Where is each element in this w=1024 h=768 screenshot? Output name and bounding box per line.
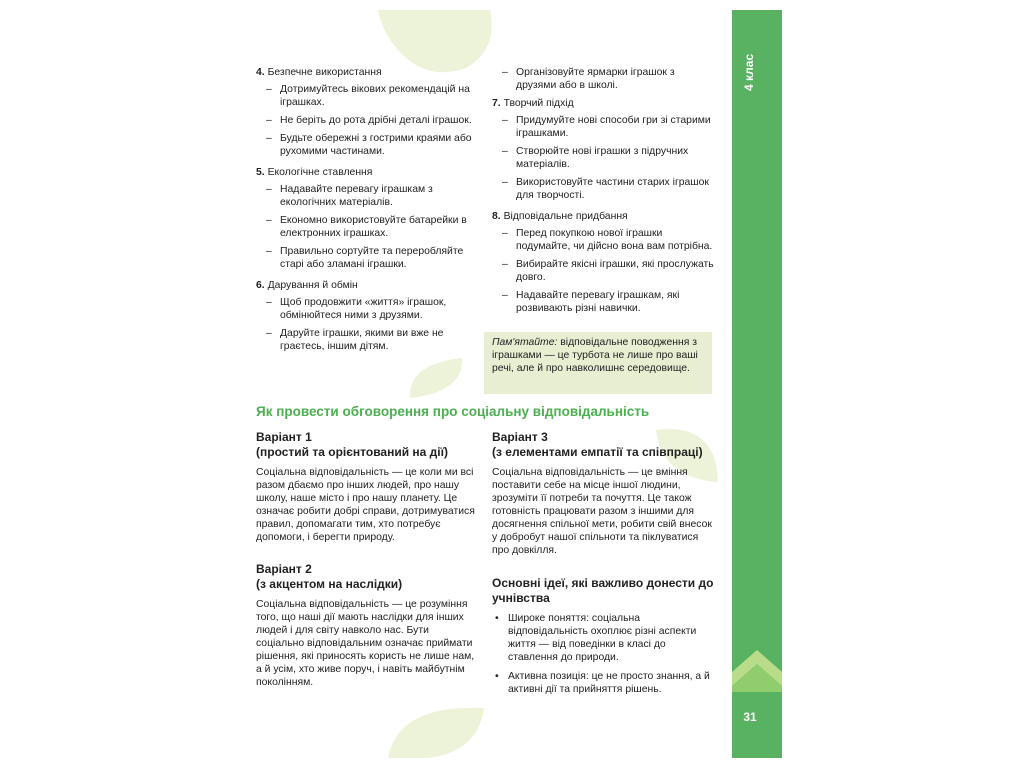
note-label: Пам'ятайте:: [492, 337, 558, 348]
list-section: [256, 166, 478, 271]
variant-1: [256, 430, 476, 544]
key-ideas-title: Основні ідеї, які важливо донести до учнівства: [492, 576, 714, 605]
note-text: відповідальне поводження з іграшками — це турбота не лише про ваші речі, але й про навколишнє середовище.: [492, 337, 698, 374]
section-title: Екологічне ставлення: [267, 167, 373, 178]
section-heading: Як провести обговорення про соціальну відповідальність: [256, 404, 650, 419]
list-item: – Організовуйте ярмарки іграшок з друзями або в школі.: [492, 66, 714, 92]
section-number: 5.: [256, 167, 265, 178]
variant-subtitle: (простий та орієнтований на дії): [256, 445, 448, 459]
page-number: 31: [743, 710, 757, 724]
grade-label: 4 клас: [742, 53, 756, 91]
bullet-item: • Широке поняття: соціальна відповідальність охоплює різні аспекти життя — від поведінки в класі до ставлення до природи.: [492, 612, 714, 664]
section-title: Дарування й обмін: [267, 280, 358, 291]
section-title: Відповідальне придбання: [503, 211, 628, 222]
list-item: – Перед покупкою нової іграшки подумайте, чи дійсно вона вам потрібна.: [492, 227, 714, 253]
list-item: – Надавайте перевагу іграшкам з екологічних матеріалів.: [256, 183, 478, 209]
list-item: – Вибирайте якісні іграшки, які прослужать довго.: [492, 258, 714, 284]
list-item: – Дотримуйтесь вікових рекомендацій на іграшках.: [256, 83, 478, 109]
variant-title: Варіант 2: [256, 562, 312, 576]
list-item: – Щоб продовжити «життя» іграшок, обмінюйтеся ними з друзями.: [256, 296, 478, 322]
reminder-note: [484, 332, 712, 394]
section-number: 4.: [256, 67, 265, 78]
list-item: – Надавайте перевагу іграшкам, які розвивають різні навички.: [492, 289, 714, 315]
section-number: 6.: [256, 280, 265, 291]
list-item: – Придумуйте нові способи гри зі старими іграшками.: [492, 114, 714, 140]
leaf-decoration-bottom: [388, 700, 484, 758]
variant-3: [492, 430, 712, 557]
section-title: Безпечне використання: [267, 67, 382, 78]
variant-text: Соціальна відповідальність — це коли ми всі разом дбаємо про інших людей, про нашу школу, наше місто і про нашу планету. Це означає робити добрі справи, дотримуватися правил, допомагати тим, хто потребує допомоги, і берегти природу.: [256, 467, 475, 543]
section-number: 7.: [492, 98, 501, 109]
section-number: 8.: [492, 211, 501, 222]
left-list-column: [256, 66, 478, 358]
leaf-decoration-middle: [408, 356, 464, 400]
list-item: – Створюйте нові іграшки з підручних матеріалів.: [492, 145, 714, 171]
bullet-item: • Активна позиція: це не просто знання, а й активні дії та прийняття рішень.: [492, 670, 714, 696]
list-item: – Правильно сортуйте та переробляйте старі або зламані іграшки.: [256, 245, 478, 271]
section-title: Творчий підхід: [503, 98, 574, 109]
list-section: [256, 279, 478, 353]
list-item: – Будьте обережні з гострими краями або рухомими частинами.: [256, 132, 478, 158]
variant-text: Соціальна відповідальність — це розуміння того, що наші дії мають наслідки для інших людей і для світу навколо нас. Бути соціально відповідальним означає приймати рішення, які приносять користь не лише нам, а й усім, хто живе поруч, і навіть майбутнім поколінням.: [256, 599, 475, 688]
list-item: – Не беріть до рота дрібні деталі іграшок.: [256, 114, 478, 127]
variant-2: [256, 562, 476, 689]
variant-title: Варіант 1: [256, 430, 312, 444]
variant-subtitle: (з елементами емпатії та співпраці): [492, 445, 703, 459]
list-item: – Використовуйте частини старих іграшок для творчості.: [492, 176, 714, 202]
variant-text: Соціальна відповідальність — це вміння поставити себе на місце іншої людини, зрозуміти її потреби та почуття. Це також готовність працювати разом з іншими для досягнення спільної мети, робити свій внесок у добробут нашої спільноти та піклуватися про довкілля.: [492, 467, 712, 556]
variant-title: Варіант 3: [492, 430, 548, 444]
list-item: – Економно використовуйте батарейки в електронних іграшках.: [256, 214, 478, 240]
variant-subtitle: (з акцентом на наслідки): [256, 577, 403, 591]
list-section: [256, 66, 478, 158]
list-item: – Даруйте іграшки, якими ви вже не граєтесь, іншим дітям.: [256, 327, 478, 353]
right-list-column: [492, 66, 714, 320]
chevron-up-icon: [732, 646, 782, 692]
list-section: [492, 97, 714, 202]
key-ideas: [492, 576, 714, 702]
list-section: [492, 210, 714, 315]
